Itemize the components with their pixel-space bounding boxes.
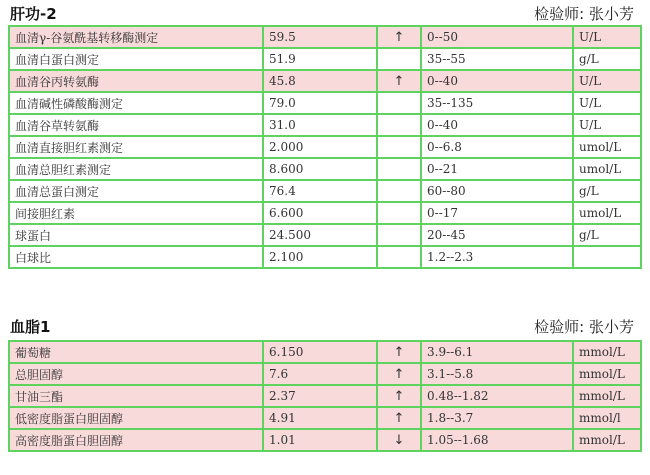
abnormal-flag-cell [377, 224, 421, 246]
test-name-cell: 甘油三酯 [9, 385, 263, 407]
table-row [9, 180, 641, 202]
result-value-cell: 1.01 [263, 429, 377, 451]
table-row [9, 136, 641, 158]
table-row [9, 202, 641, 224]
result-value-cell: 2.37 [263, 385, 377, 407]
reference-range-cell: 0--17 [421, 202, 573, 224]
table-row [9, 48, 641, 70]
test-name-cell: 血清谷丙转氨酶 [9, 70, 263, 92]
reference-range-cell: 3.9--6.1 [421, 341, 573, 363]
lipid-panel-header [8, 316, 640, 336]
result-value-cell: 4.91 [263, 407, 377, 429]
examiner-label: 检验师: 张小芳 [534, 5, 634, 23]
test-name-cell: 白球比 [9, 246, 263, 268]
abnormal-flag-cell: ↑ [377, 363, 421, 385]
result-value-cell: 7.6 [263, 363, 377, 385]
table-row [9, 26, 641, 48]
reference-range-cell: 35--55 [421, 48, 573, 70]
unit-cell [573, 246, 641, 268]
reference-range-cell: 60--80 [421, 180, 573, 202]
lipid-panel-table [8, 340, 642, 452]
test-name-cell: 血清谷草转氨酶 [9, 114, 263, 136]
table-row [9, 224, 641, 246]
unit-cell: umol/L [573, 158, 641, 180]
test-name-cell: 血清碱性磷酸酶测定 [9, 92, 263, 114]
reference-range-cell: 0--50 [421, 26, 573, 48]
unit-cell: mmol/L [573, 429, 641, 451]
abnormal-flag-cell: ↑ [377, 26, 421, 48]
abnormal-flag-cell [377, 246, 421, 268]
result-value-cell: 79.0 [263, 92, 377, 114]
test-name-cell: 血清直接胆红素测定 [9, 136, 263, 158]
reference-range-cell: 3.1--5.8 [421, 363, 573, 385]
result-value-cell: 31.0 [263, 114, 377, 136]
table-row [9, 70, 641, 92]
test-name-cell: 间接胆红素 [9, 202, 263, 224]
result-value-cell: 6.600 [263, 202, 377, 224]
unit-cell: mmol/L [573, 341, 641, 363]
unit-cell: umol/L [573, 202, 641, 224]
abnormal-flag-cell [377, 48, 421, 70]
reference-range-cell: 0.48--1.82 [421, 385, 573, 407]
result-value-cell: 24.500 [263, 224, 377, 246]
table-row [9, 429, 641, 451]
abnormal-flag-cell [377, 136, 421, 158]
test-name-cell: 低密度脂蛋白胆固醇 [9, 407, 263, 429]
table-row [9, 385, 641, 407]
unit-cell: U/L [573, 26, 641, 48]
abnormal-flag-cell: ↑ [377, 407, 421, 429]
table-row [9, 92, 641, 114]
unit-cell: mmol/l [573, 407, 641, 429]
examiner-label: 检验师: 张小芳 [534, 318, 634, 336]
result-value-cell: 2.000 [263, 136, 377, 158]
abnormal-flag-cell: ↑ [377, 70, 421, 92]
result-value-cell: 8.600 [263, 158, 377, 180]
reference-range-cell: 20--45 [421, 224, 573, 246]
test-name-cell: 葡萄糖 [9, 341, 263, 363]
abnormal-flag-cell [377, 202, 421, 224]
abnormal-flag-cell: ↑ [377, 385, 421, 407]
abnormal-flag-cell [377, 114, 421, 136]
unit-cell: g/L [573, 180, 641, 202]
unit-cell: U/L [573, 92, 641, 114]
unit-cell: g/L [573, 224, 641, 246]
abnormal-flag-cell: ↑ [377, 341, 421, 363]
test-name-cell: 血清白蛋白测定 [9, 48, 263, 70]
abnormal-flag-cell [377, 180, 421, 202]
abnormal-flag-cell [377, 158, 421, 180]
reference-range-cell: 0--40 [421, 114, 573, 136]
table-row [9, 407, 641, 429]
liver-function-table [8, 25, 642, 269]
test-name-cell: 血清总蛋白测定 [9, 180, 263, 202]
unit-cell: mmol/L [573, 385, 641, 407]
reference-range-cell: 1.8--3.7 [421, 407, 573, 429]
table-row [9, 246, 641, 268]
result-value-cell: 45.8 [263, 70, 377, 92]
unit-cell: g/L [573, 48, 641, 70]
table-row [9, 158, 641, 180]
result-value-cell: 6.150 [263, 341, 377, 363]
test-name-cell: 血清γ-谷氨酰基转移酶测定 [9, 26, 263, 48]
unit-cell: U/L [573, 114, 641, 136]
reference-range-cell: 0--40 [421, 70, 573, 92]
reference-range-cell: 1.2--2.3 [421, 246, 573, 268]
reference-range-cell: 0--6.8 [421, 136, 573, 158]
abnormal-flag-cell: ↓ [377, 429, 421, 451]
reference-range-cell: 35--135 [421, 92, 573, 114]
result-value-cell: 59.5 [263, 26, 377, 48]
table-row [9, 363, 641, 385]
abnormal-flag-cell [377, 92, 421, 114]
table-row [9, 114, 641, 136]
result-value-cell: 76.4 [263, 180, 377, 202]
test-name-cell: 高密度脂蛋白胆固醇 [9, 429, 263, 451]
section-title: 肝功-2 [10, 5, 57, 23]
test-name-cell: 血清总胆红素测定 [9, 158, 263, 180]
unit-cell: U/L [573, 70, 641, 92]
unit-cell: umol/L [573, 136, 641, 158]
test-name-cell: 总胆固醇 [9, 363, 263, 385]
section-title: 血脂1 [10, 318, 51, 336]
table-row [9, 341, 641, 363]
result-value-cell: 2.100 [263, 246, 377, 268]
reference-range-cell: 0--21 [421, 158, 573, 180]
unit-cell: mmol/L [573, 363, 641, 385]
reference-range-cell: 1.05--1.68 [421, 429, 573, 451]
test-name-cell: 球蛋白 [9, 224, 263, 246]
result-value-cell: 51.9 [263, 48, 377, 70]
liver-function-header [8, 3, 640, 23]
